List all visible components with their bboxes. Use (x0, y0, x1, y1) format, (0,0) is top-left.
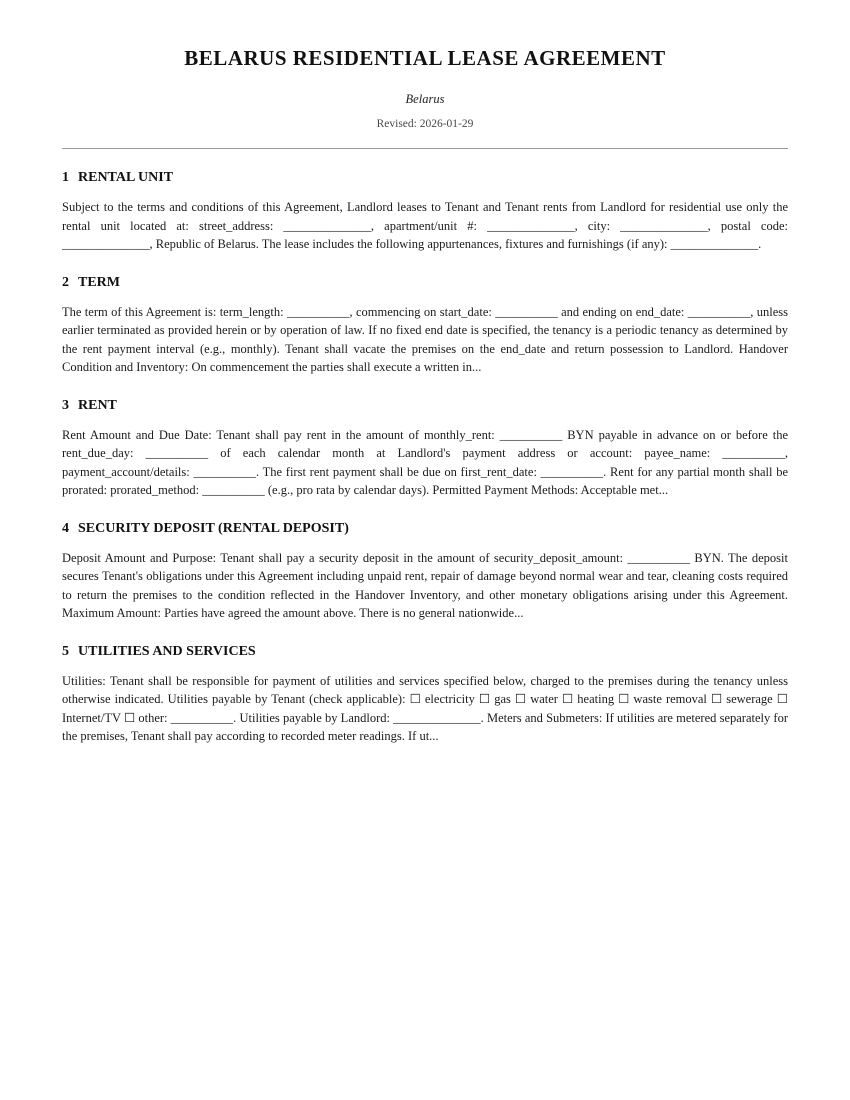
section-body: Subject to the terms and conditions of this Agreement, Landlord leases to Tenant and Tenant rents from Landlord for residential use only the rental unit located at: street_address: ______________, apartment/unit #: ______________, city: ______________, postal code: ______________, Republic of Belarus. The lease includes the following appurtenances, fixtures and furnishings (if any): ______________. (62, 200, 788, 251)
section-title: UTILITIES AND SERVICES (78, 643, 256, 659)
header-divider (62, 148, 788, 149)
section-rental-unit (62, 170, 788, 254)
section-body: The term of this Agreement is: term_length: __________, commencing on start_date: __________ and ending on end_date: __________, unless earlier terminated as provided herein or by operation of law. If no fixed end date is specified, the tenancy is a periodic tenancy as determined by the rent payment interval (e.g., monthly). Tenant shall vacate the premises on the end_date and return possession to Landlord. Handover Condition and Inventory: On commencement the parties shall execute a written in... (62, 304, 788, 374)
section-utilities-and-services (62, 644, 788, 746)
section-body: Rent Amount and Due Date: Tenant shall pay rent in the amount of monthly_rent: __________ BYN payable in advance on or before the rent_due_day: __________ of each calendar month at Landlord's payment address or account: payee_name: __________, payment_account/details: __________. The first rent payment shall be due on first_rent_date: __________. Rent for any partial month shall be prorated: prorated_method: __________ (e.g., pro rata by calendar days). Permitted Payment Methods: Acceptable met... (62, 427, 788, 497)
document-subtitle: Belarus (405, 92, 445, 106)
section-body: Deposit Amount and Purpose: Tenant shall pay a security deposit in the amount of security_deposit_amount: __________ BYN. The deposit secures Tenant's obligations under this Agreement including unpaid rent, repair of damage beyond normal wear and tear, cleaning costs required to return the premises to the condition reflected in the Handover Inventory, and other monetary obligations arising under this Agreement. Maximum Amount: Parties have agreed the amount above. There is no general nationwide... (62, 550, 788, 620)
section-number: 1 (62, 170, 69, 185)
section-rent (62, 398, 788, 500)
section-heading (62, 644, 788, 660)
section-number: 5 (62, 643, 69, 659)
section-term (62, 275, 788, 377)
section-title: TERM (78, 274, 120, 290)
section-body: Utilities: Tenant shall be responsible for payment of utilities and services specified below, charged to the premises during the tenancy unless otherwise indicated. Utilities payable by Tenant (check applicable): ☐ electricity ☐ gas ☐ water ☐ heating ☐ waste removal ☐ sewerage ☐ Internet/TV ☐ other: __________. Utilities payable by Landlord: ______________. Meters and Submeters: If utilities are metered separately for the premises, Tenant shall pay according to recorded meter readings. If ut... (62, 673, 788, 743)
section-security-deposit (62, 521, 788, 623)
section-number: 2 (62, 274, 69, 290)
section-heading (62, 170, 788, 186)
section-title: RENT (78, 397, 117, 413)
document-title: BELARUS RESIDENTIAL LEASE AGREEMENT (184, 46, 666, 70)
section-heading (62, 398, 788, 414)
section-title: RENTAL UNIT (78, 170, 174, 185)
document-revised-date: Revised: 2026-01-29 (376, 118, 474, 130)
section-number: 3 (62, 397, 69, 413)
section-number: 4 (62, 520, 69, 536)
section-heading (62, 521, 788, 537)
section-heading (62, 275, 788, 291)
section-title: SECURITY DEPOSIT (RENTAL DEPOSIT) (78, 520, 349, 536)
